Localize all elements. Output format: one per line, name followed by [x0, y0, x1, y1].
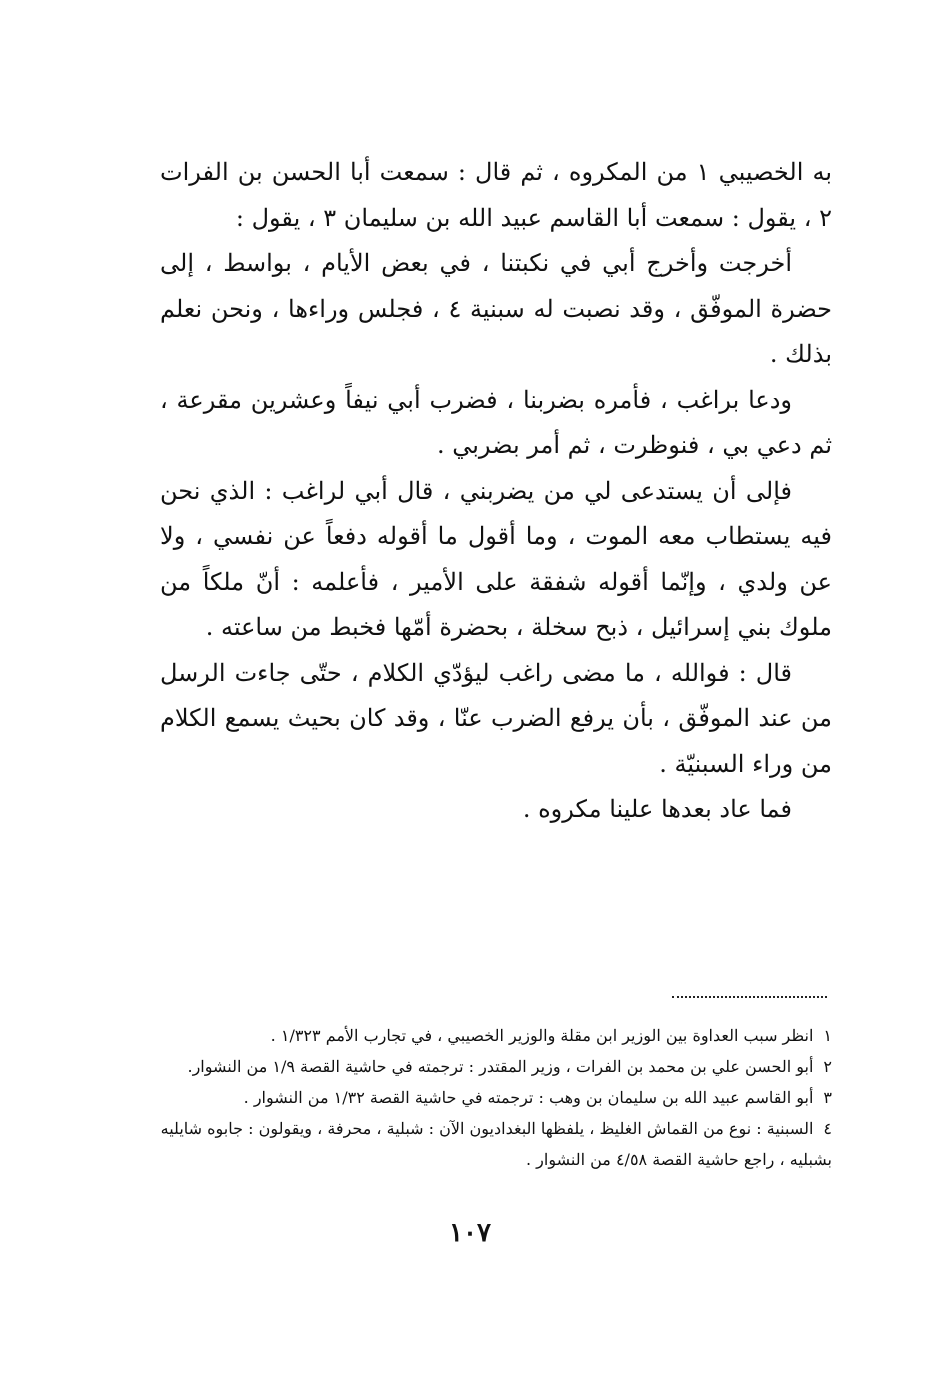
footnote-text: أبو القاسم عبيد الله بن سليمان بن وهب : ترجمته في حاشية القصة ١/٣٢ من النشوار . — [243, 1088, 814, 1107]
footnote-item — [155, 1113, 832, 1175]
footnote-number: ٤ — [823, 1119, 832, 1138]
footnote-item — [155, 1020, 832, 1051]
paragraph: قال : فوالله ، ما مضى راغب ليؤدّي الكلام ، حتّى جاءت الرسل من عند الموفّق ، بأن يرفع الضرب عنّا ، وقد كان بحيث يسمع الكلام من وراء السبنيّة . — [160, 658, 832, 778]
footnote-number: ٢ — [823, 1057, 832, 1076]
footnote-text: أبو الحسن علي بن محمد بن الفرات ، وزير المقتدر : ترجمته في حاشية القصة ١/٩ من النشوار. — [187, 1057, 814, 1076]
footnote-text: السبنية : نوع من القماش الغليظ ، يلفظها البغداديون الآن : شبلية ، محرفة ، ويقولون : جابوه شايليه بشبليه ، راجع حاشية القصة ٤/٥٨ من النشوار . — [160, 1119, 832, 1169]
footnote-text: انظر سبب العداوة بين الوزير ابن مقلة والوزير الخصيبي ، في تجارب الأمم ١/٣٢٣ . — [270, 1026, 814, 1045]
footnote-item — [155, 1051, 832, 1082]
main-text — [160, 150, 832, 833]
paragraph: فما عاد بعدها علينا مكروه . — [522, 795, 792, 823]
paragraph: أخرجت وأخرج أبي في نكبتنا ، في بعض الأيام ، بواسط ، إلى حضرة الموفّق ، وقد نصبت له سبنية ٤ ، فجلس وراءها ، ونحن نعلم بذلك . — [160, 249, 832, 368]
footnote-number: ١ — [823, 1026, 832, 1045]
page-number: ١٠٧ — [449, 1218, 491, 1248]
footnote-number: ٣ — [823, 1088, 832, 1107]
footnote-separator — [672, 996, 827, 998]
paragraph-continuation: به الخصيبي ١ من المكروه ، ثم قال : سمعت أبا الحسن بن الفرات ٢ ، يقول : سمعت أبا القاسم عبيد الله بن سليمان ٣ ، يقول : — [160, 158, 833, 232]
footnote-item — [155, 1082, 832, 1113]
paragraph: ودعا براغب ، فأمره بضربنا ، فضرب أبي نيفاً وعشرين مقرعة ، ثم دعي بي ، فنوظرت ، ثم أمر بضربي . — [160, 385, 832, 459]
footnotes — [155, 1020, 832, 1175]
paragraph: فإلى أن يستدعى لي من يضربني ، قال أبي لراغب : الذي نحن فيه يستطاب معه الموت ، وما أقول ما أقوله دفعاً عن نفسي ، ولا عن ولدي ، وإنّما أقوله شفقة على الأمير ، فأعلمه : أنّ ملكاً من ملوك بني إسرائيل ، ذبح سخلة ، بحضرة أمّها فخبط من ساعته . — [160, 476, 832, 641]
